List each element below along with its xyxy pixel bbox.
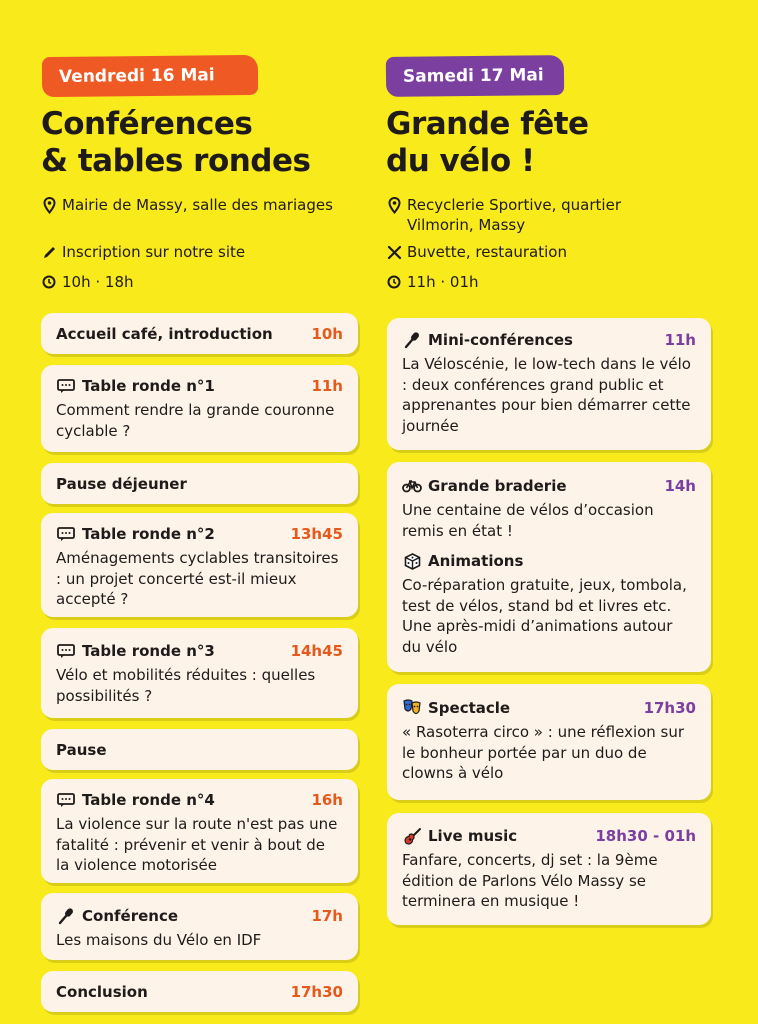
item-label: Table ronde n°3 — [82, 642, 215, 660]
item-time: 14h — [664, 477, 696, 495]
registration-text: Inscription sur notre site — [62, 243, 246, 261]
item-description: « Rasoterra circo » : une réflexion sur le bonheur portée par un duo de clowns à vélo — [402, 723, 685, 782]
guitar-icon — [402, 827, 422, 845]
schedule-item-round-table-3 — [41, 628, 358, 718]
section-title-saturday — [386, 106, 726, 180]
item-label: Accueil café, introduction — [56, 324, 273, 343]
clock-icon — [385, 272, 403, 292]
item-description: Une centaine de vélos d’occasion remis en état ! — [402, 501, 654, 540]
item-description: La Véloscénie, le low-tech dans le vélo : deux conférences grand public et apprenantes pour bien démarrer cette journée — [402, 355, 691, 435]
item-time: 13h45 — [290, 525, 343, 543]
schedule-item-welcome — [41, 313, 358, 354]
schedule-item-break — [41, 729, 358, 770]
title-line: Grande fête — [386, 106, 589, 142]
item-label: Table ronde n°2 — [82, 525, 215, 543]
hours-text: 11h · 01h — [407, 273, 479, 291]
schedule-item-show — [387, 684, 711, 800]
item-time: 14h45 — [290, 642, 343, 660]
location-pin-icon — [40, 195, 58, 215]
schedule-item-bike-sale — [387, 462, 711, 672]
schedule-item-live-music — [387, 813, 711, 925]
microphone-icon — [56, 907, 76, 925]
item-description: Vélo et mobilités réduites : quelles possibilités ? — [56, 666, 316, 705]
item-label: Mini-conférences — [428, 331, 573, 349]
item-time: 17h30 — [290, 982, 343, 1001]
chat-icon — [56, 377, 76, 395]
location-text: Recyclerie Sportive, quartier Vilmorin, Massy — [407, 196, 621, 234]
location-info — [40, 195, 340, 215]
schedule-item-conference — [41, 893, 358, 960]
item-label: Live music — [428, 827, 518, 845]
item-label: Table ronde n°1 — [82, 377, 215, 395]
hours-text: 10h · 18h — [62, 273, 134, 291]
chat-icon — [56, 642, 76, 660]
location-text: Mairie de Massy, salle des mariages — [62, 196, 333, 214]
bicycle-icon — [402, 477, 422, 495]
item-time: 11h — [664, 331, 696, 349]
title-line: du vélo ! — [386, 143, 535, 179]
item-time: 17h30 — [643, 699, 696, 717]
food-text: Buvette, restauration — [407, 243, 567, 261]
item-label: Conférence — [82, 907, 179, 925]
item-time: 16h — [311, 791, 343, 809]
pen-icon — [40, 242, 58, 262]
fork-knife-icon — [385, 242, 403, 262]
schedule-item-conclusion — [41, 971, 358, 1012]
chat-icon — [56, 791, 76, 809]
microphone-icon — [402, 331, 422, 349]
day-badge-saturday: Samedi 17 Mai — [386, 55, 564, 97]
item-sub-label: Animations — [428, 552, 524, 570]
food-info — [385, 242, 685, 262]
schedule-item-lunch-break — [41, 463, 358, 504]
theater-masks-icon — [402, 699, 422, 717]
item-description: Comment rendre la grande couronne cyclable ? — [56, 401, 335, 440]
hours-info — [385, 272, 685, 292]
chat-icon — [56, 525, 76, 543]
item-label: Conclusion — [56, 982, 148, 1001]
location-info — [385, 195, 685, 235]
title-line: Conférences — [41, 106, 253, 142]
schedule-item-mini-conferences — [387, 318, 711, 450]
section-title-friday — [41, 106, 371, 180]
item-description: Aménagements cyclables transitoires : un projet concerté est-il mieux accepté ? — [56, 549, 339, 608]
schedule-item-round-table-1 — [41, 365, 358, 452]
item-label: Grande braderie — [428, 477, 567, 495]
item-time: 18h30 - 01h — [595, 827, 696, 845]
item-time: 17h — [311, 907, 343, 925]
item-label: Pause — [56, 740, 107, 759]
item-label: Spectacle — [428, 699, 511, 717]
title-line: & tables rondes — [41, 143, 311, 179]
item-description: Fanfare, concerts, dj set : la 9ème édition de Parlons Vélo Massy se terminera en musique ! — [402, 851, 658, 910]
item-time: 11h — [311, 377, 343, 395]
dice-icon — [402, 552, 422, 570]
day-badge-friday: Vendredi 16 Mai — [42, 55, 258, 97]
clock-icon — [40, 272, 58, 292]
item-description: Les maisons du Vélo en IDF — [56, 931, 262, 949]
item-sub-description: Co-réparation gratuite, jeux, tombola, test de vélos, stand bd et livres etc. Une après-midi d’animations autour du vélo — [402, 576, 687, 656]
registration-info — [40, 242, 340, 262]
item-description: La violence sur la route n'est pas une fatalité : prévenir et venir à bout de la violence motorisée — [56, 815, 338, 874]
schedule-item-round-table-2 — [41, 513, 358, 617]
item-time: 10h — [311, 324, 343, 343]
hours-info — [40, 272, 340, 292]
location-pin-icon — [385, 195, 403, 215]
item-label: Pause déjeuner — [56, 474, 187, 493]
schedule-item-round-table-4 — [41, 779, 358, 883]
item-label: Table ronde n°4 — [82, 791, 215, 809]
